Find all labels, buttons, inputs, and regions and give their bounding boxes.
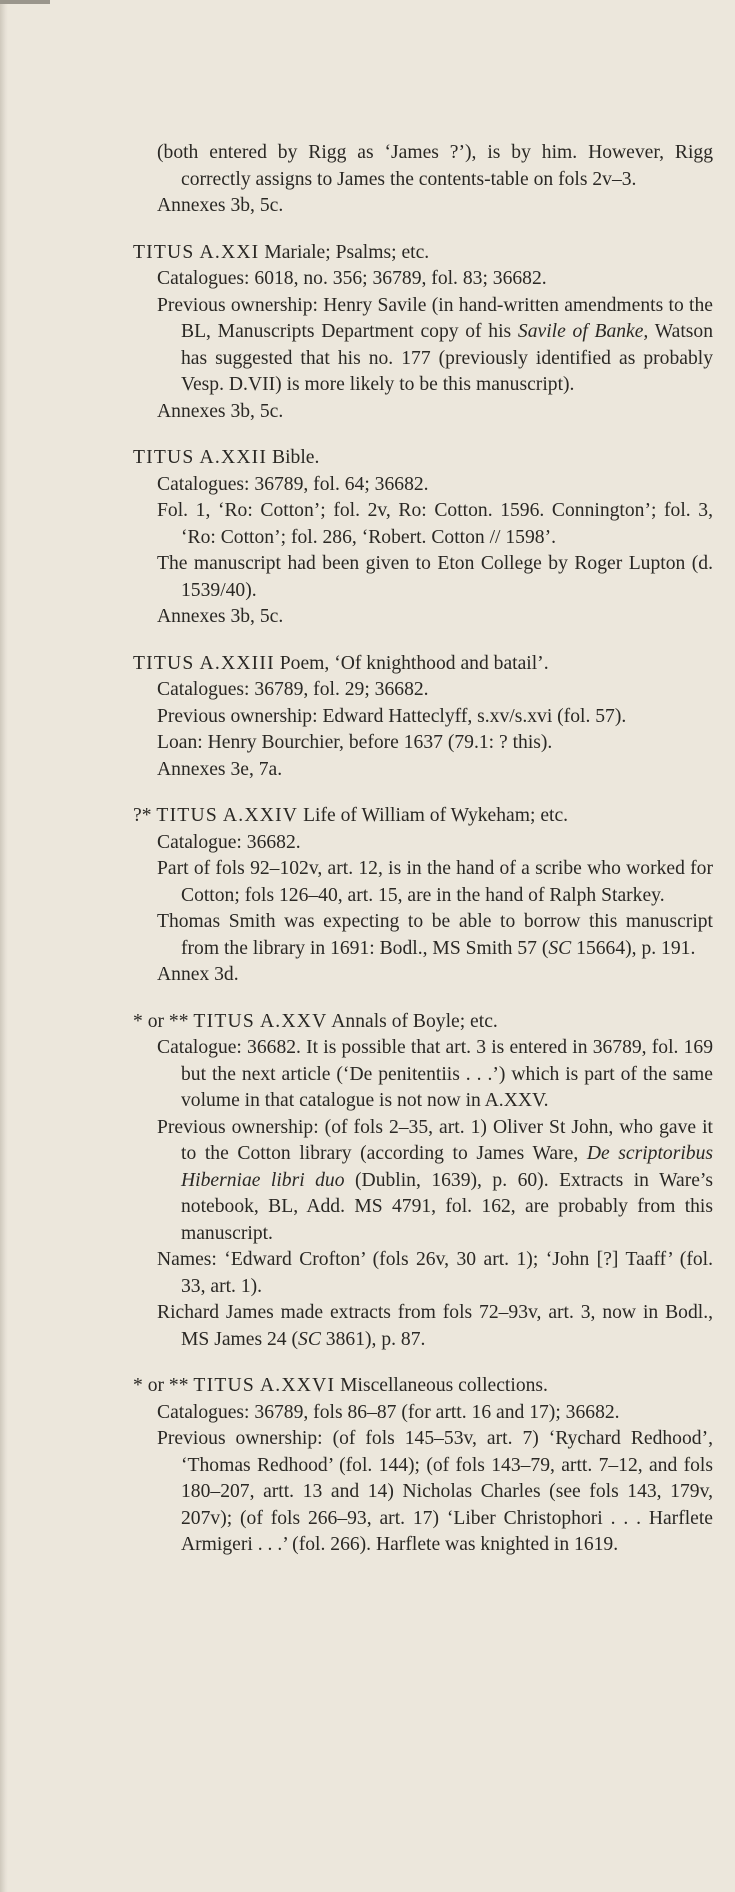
entry-titus-a24	[133, 803, 713, 989]
prov-text: Previous ownership: Henry Savile (in hand-written amendments to the BL, Manuscripts Department copy of his	[157, 294, 713, 342]
previous-ownership: Previous ownership: (of fols 145–53v, art. 7) ‘Rychard Redhood’, ‘Thomas Redhood’ (fol. 144); (of fols 143–79, artt. 7–12, and fols 180–207, artt. 13 and 14) Nicholas Charles (see fols 143, 179v, 207v); (of fols 266–93, art. 17) ‘Liber Christophori . . . Harflete Armigeri . . .’ (fol. 266). Harflete was knighted in 1619.	[157, 1428, 713, 1555]
note-italic: SC	[548, 937, 572, 959]
prov-title-italic: De scriptoribus Hiberniae libri duo	[181, 1143, 714, 1191]
shelfmark: TITUS A.XXI	[133, 241, 260, 263]
note-text-cont: 15664), p. 191.	[571, 937, 696, 959]
continuation-annexes: Annexes 3b, 5c.	[157, 195, 284, 216]
catalogues: Catalogue: 36682.	[157, 831, 301, 853]
prov-title-italic: Savile of Banke,	[517, 321, 649, 342]
entry-titus-a21	[133, 240, 713, 426]
entry-title: Miscellaneous collections.	[340, 1375, 548, 1396]
note-text: Thomas Smith was expecting to be able to borrow this manuscript from the library in 1691: Bodl., MS Smith 57 (	[157, 911, 713, 959]
continuation-text: (both entered by Rigg as ‘James ?’), is by him. However, Rigg correctly assigns to James the contents-table on fols 2v–3.	[157, 142, 713, 190]
inscription-note: Fol. 1, ‘Ro: Cotton’; fol. 2v, Ro: Cotton. 1596. Connington’; fol. 3, ‘Ro: Cotton’; fol. 286, ‘Robert. Cotton // 1598’.	[157, 500, 713, 548]
annexes: Annex 3d.	[157, 964, 239, 985]
continuation-entry	[133, 140, 713, 220]
entry-heading	[133, 1373, 713, 1400]
entry-heading	[133, 445, 713, 472]
note-text: Richard James made extracts from fols 72–93v, art. 3, now in Bodl., MS James 24 (	[157, 1302, 713, 1350]
previous-ownership	[157, 1115, 713, 1248]
entry-prefix: ?*	[133, 805, 152, 826]
extracts-note	[157, 1300, 713, 1353]
catalogues: Catalogues: 36789, fol. 29; 36682.	[157, 679, 429, 700]
entry-heading	[133, 803, 713, 830]
prov-text-cont: (Dublin, 1639), p. 60). Extracts in Ware’s notebook, BL, Add. MS 4791, fol. 162, are probably from this manuscript.	[181, 1169, 714, 1244]
entry-heading	[133, 651, 713, 678]
names-note: Names: ‘Edward Crofton’ (fols 26v, 30 art. 1); ‘John [?] Taaff’ (fol. 33, art. 1).	[157, 1249, 713, 1297]
page-corner-mark	[0, 0, 50, 4]
entry-titus-a23	[133, 651, 713, 784]
page-gutter-shadow	[0, 0, 8, 1892]
shelfmark: TITUS A.XXII	[133, 447, 268, 468]
note-italic: SC	[298, 1328, 321, 1350]
entry-prefix: * or **	[133, 1375, 189, 1396]
shelfmark: TITUS A.XXV	[193, 1010, 328, 1032]
annexes: Annexes 3b, 5c.	[157, 400, 284, 422]
catalogues: Catalogues: 36789, fol. 64; 36682.	[157, 473, 429, 495]
shelfmark: TITUS A.XXIII	[133, 652, 275, 674]
previous-ownership: Previous ownership: Edward Hatteclyff, s.xv/s.xvi (fol. 57).	[157, 705, 627, 727]
loan-note	[157, 909, 713, 962]
shelfmark: TITUS A.XXVI	[193, 1375, 336, 1396]
entry-title: Bible.	[272, 447, 320, 468]
loan-note: Loan: Henry Bourchier, before 1637 (79.1: ? this).	[157, 732, 553, 753]
provenance-note: The manuscript had been given to Eton College by Roger Lupton (d. 1539/40).	[157, 553, 713, 601]
annexes: Annexes 3b, 5c.	[157, 606, 284, 627]
entry-title: Mariale; Psalms; etc.	[264, 241, 430, 263]
entry-titus-a25	[133, 1009, 713, 1354]
entry-title: Life of William of Wykeham; etc.	[303, 805, 569, 826]
prov-text: Previous ownership: (of fols 2–35, art. 1) Oliver St John, who gave it to the Cotton library (according to James Ware,	[157, 1116, 713, 1164]
catalogues: Catalogues: 36789, fols 86–87 (for artt. 16 and 17); 36682.	[157, 1401, 620, 1423]
entry-titus-a26	[133, 1373, 713, 1559]
scribe-note: Part of fols 92–102v, art. 12, is in the hand of a scribe who worked for Cotton; fols 126–40, art. 15, are in the hand of Ralph Starkey.	[157, 858, 713, 906]
annexes: Annexes 3e, 7a.	[157, 758, 283, 780]
shelfmark: TITUS A.XXIV	[156, 805, 299, 826]
entry-title: Annals of Boyle; etc.	[331, 1010, 498, 1032]
catalogues: Catalogues: 6018, no. 356; 36789, fol. 83; 36682.	[157, 268, 547, 289]
entry-heading	[133, 1009, 713, 1036]
entry-prefix: * or **	[133, 1010, 189, 1032]
text-column	[133, 140, 713, 1579]
entry-titus-a22	[133, 445, 713, 631]
note-text-cont: 3861), p. 87.	[320, 1328, 426, 1350]
entry-heading	[133, 240, 713, 267]
catalogues: Catalogue: 36682. It is possible that art. 3 is entered in 36789, fol. 169 but the next article (‘De penitentiis . . .’) which is part of the same volume in that catalogue is not now in A.XXV.	[157, 1037, 713, 1111]
entry-title: Poem, ‘Of knighthood and batail’.	[279, 652, 549, 674]
prov-text-cont: Watson has suggested that his no. 177 (previously identified as probably Vesp. D.VII) is more likely to be this manuscript).	[181, 321, 714, 395]
previous-ownership	[157, 293, 713, 399]
